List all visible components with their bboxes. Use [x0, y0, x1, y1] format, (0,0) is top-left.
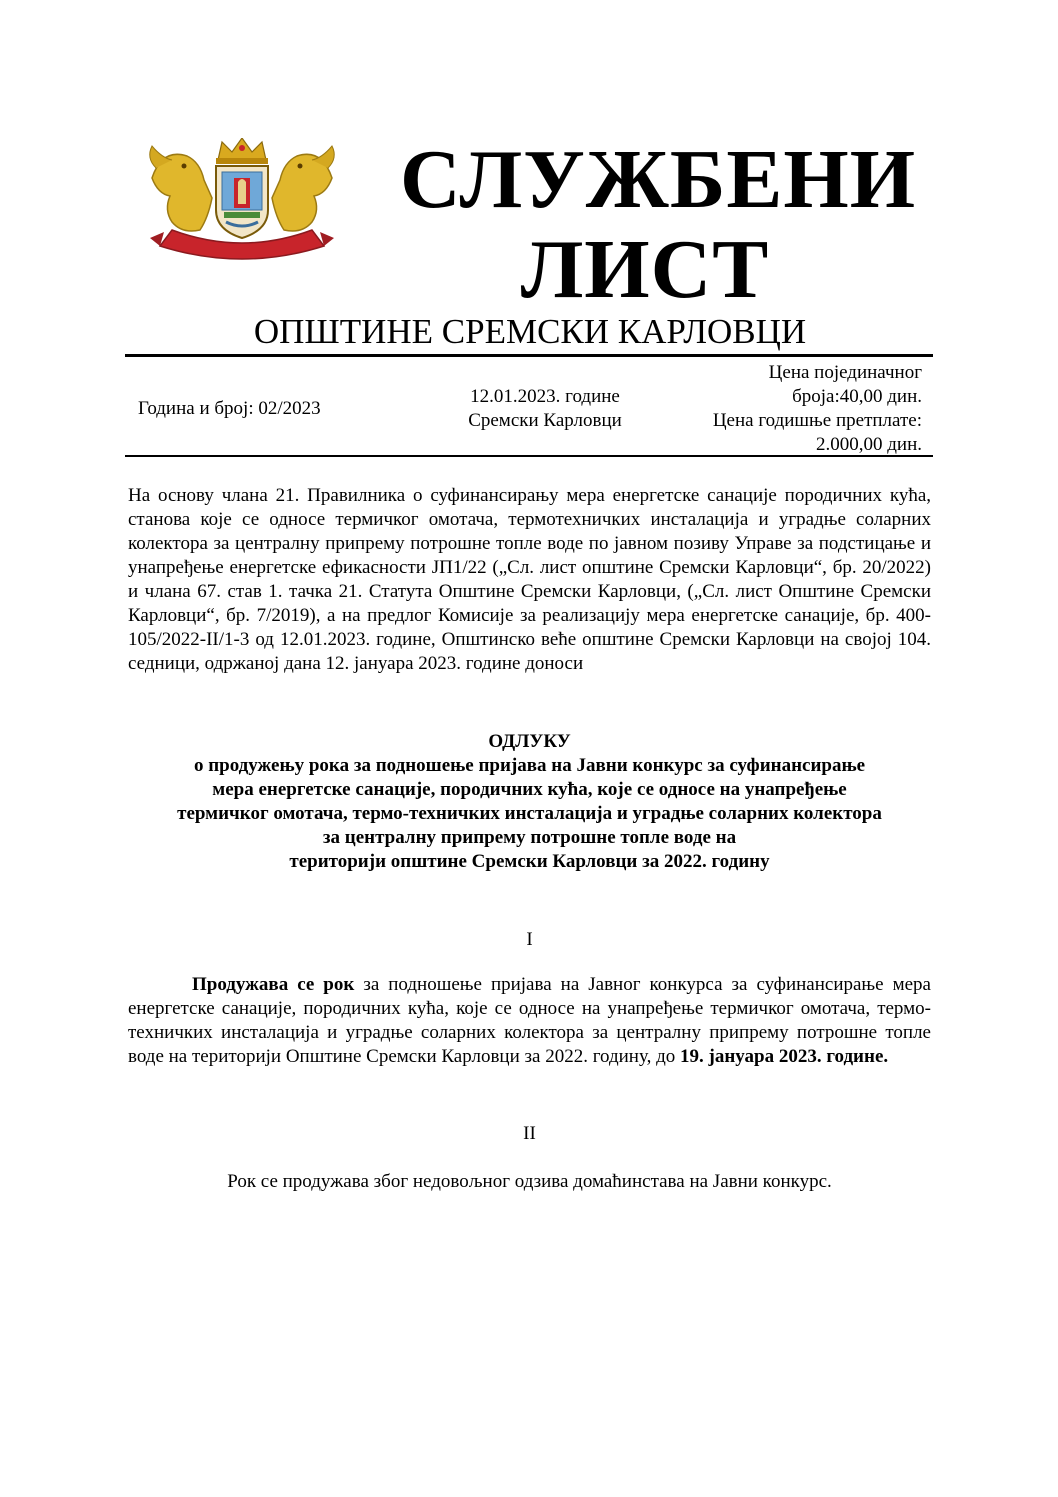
price-single-label: Цена појединачног — [768, 362, 922, 383]
newspaper-subtitle: ОПШТИНЕ СРЕМСКИ КАРЛОВЦИ — [253, 312, 807, 351]
section-1-text: за подношење пријава на Јавног конкурса за суфинансирање мера енергетске санације, породичних кућа, које се односе на унапређење термичког омотача, термо-техничких инсталација и уградње соларних колектора за централну припрему потрошне топле воде на територији Општине Сремски Карловци за 2022. годину, до — [128, 974, 931, 1067]
issue-price — [650, 361, 922, 457]
section-1-paragraph — [128, 973, 931, 1069]
decision-subject-line: о продужењу рока за подношење пријава на Јавни конкурс за суфинансирање — [193, 755, 866, 776]
decision-subject-line: територији општине Сремски Карловци за 2022. годину — [289, 851, 770, 872]
issue-date-place — [440, 385, 650, 433]
decision-subject-line: термичког омотача, термо-техничких инсталација и уградње соларних колектора — [177, 803, 882, 824]
decision-subject-line: мера енергетске санације, породичних кућа, које се односе на унапређење — [212, 779, 847, 800]
newspaper-title-line1: СЛУЖБЕНИ — [400, 133, 917, 226]
header-bottom-rule — [125, 455, 933, 457]
issue-year-number: Година и број: 02/2023 — [138, 398, 321, 419]
header-top-rule — [125, 354, 933, 357]
price-single-value: броја:40,00 дин. — [792, 386, 922, 407]
section-1-lead: Продужава се рок — [192, 974, 355, 995]
newspaper-title-line2: ЛИСТ — [520, 223, 770, 316]
section-2-paragraph: Рок се продужава због недовољног одзива домаћинстава на Јавни конкурс. — [227, 1171, 832, 1192]
price-annual-label: Цена годишње претплате: — [712, 410, 922, 431]
decision-title-block — [128, 730, 931, 874]
decision-heading: ОДЛУКУ — [488, 731, 571, 752]
section-number-1: I — [526, 929, 533, 950]
price-annual-value: 2.000,00 дин. — [815, 434, 922, 455]
decision-subject-line: за централну припрему потрошне топле воде на — [322, 827, 737, 848]
coat-of-arms-logo — [142, 138, 342, 268]
issue-date: 12.01.2023. године — [470, 386, 620, 407]
issue-place: Сремски Карловци — [468, 410, 622, 431]
section-number-2: II — [523, 1123, 536, 1144]
preamble-paragraph: На основу члана 21. Правилника о суфинансирању мера енергетске санације породичних кућа, станова које се односе термичког омотача, термотехничких инсталација и уградње соларних колектора за централну припрему потрошне топле воде по јавном позиву Управе за подстицање и унапређење енергетске ефикасности ЈП1/22 („Сл. лист општине Сремски Карловци“, бр. 20/2022) и члана 67. став 1. тачка 21. Статута Општине Сремски Карловци, („Сл. лист Општине Сремски Карловци“, бр. 7/2019), а на предлог Комисије за реализацију мера енергетске санације, бр. 400-105/2022-II/1-3 од 12.01.2023. године, Општинско веће општине Сремски Карловци на својој 104. седници, одржаној дана 12. јануара 2023. године доноси — [128, 485, 931, 674]
section-1-deadline: 19. јануара 2023. године. — [680, 1046, 889, 1067]
